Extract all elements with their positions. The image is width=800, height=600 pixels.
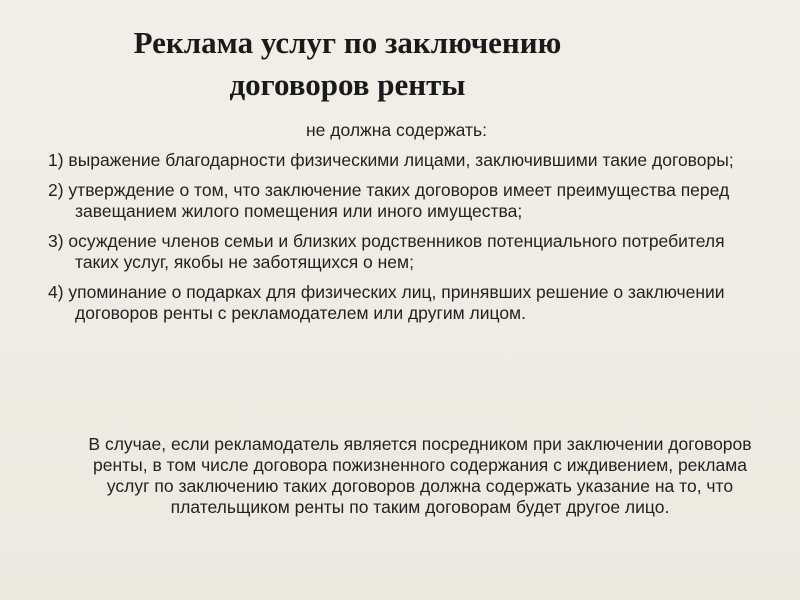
slide-body (48, 120, 783, 333)
slide-title-line-1: Реклама услуг по заключению (133, 25, 562, 60)
slide-title-line-2: договоров ренты (229, 67, 466, 102)
note-paragraph: В случае, если рекламодатель является посредником при заключении договоров ренты, в том числе договора пожизненного содержания с иждивением, реклама услуг по заключению таких договоров должна содержать указание на то, что плательщиком ренты по таким договорам будет другое лицо. (88, 434, 752, 517)
list-item-1: 1) выражение благодарности физическими лицами, заключившими такие договоры; (48, 150, 734, 170)
intro-text: не должна содержать: (306, 120, 488, 140)
slide-title (0, 22, 800, 106)
list-item-4: 4) упоминание о подарках для физических лиц, принявших решение о заключении договоров ренты с рекламодателем или другим лицом. (48, 282, 725, 323)
list-item-2: 2) утверждение о том, что заключение таких договоров имеет преимущества перед завещанием жилого помещения или иного имущества; (48, 180, 730, 221)
list-item-3: 3) осуждение членов семьи и близких родственников потенциального потребителя таких услуг, якобы не заботящихся о нем; (48, 231, 725, 272)
